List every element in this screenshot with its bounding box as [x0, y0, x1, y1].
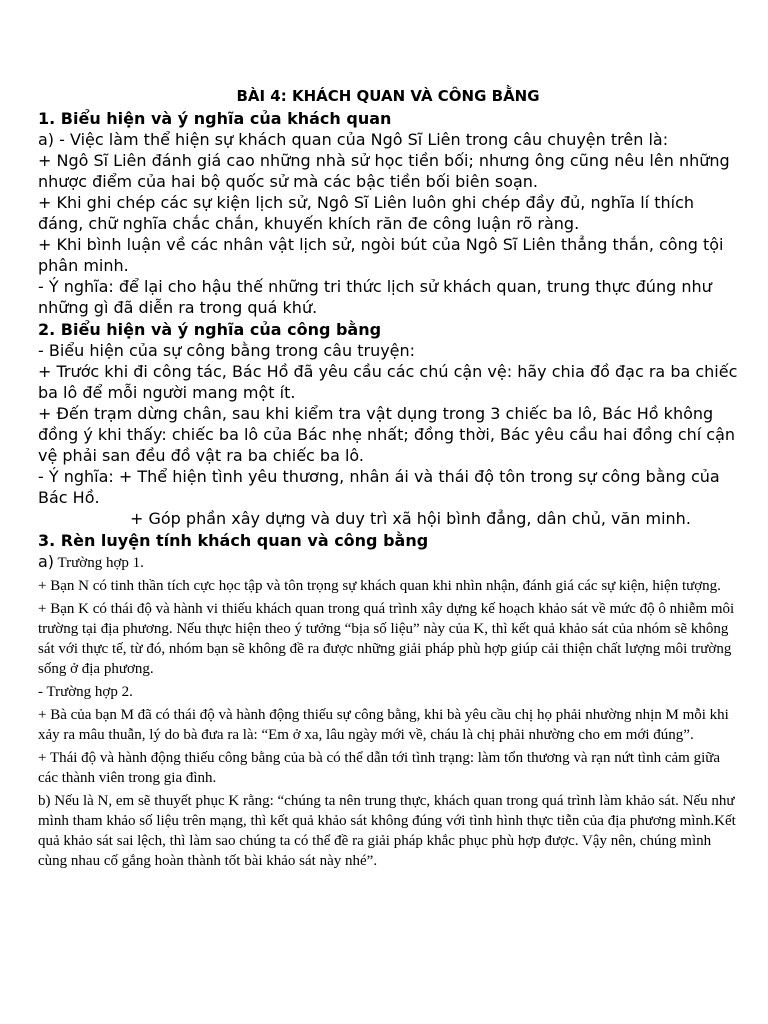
case-1-letter: a)	[38, 552, 55, 571]
section-1-point-2: + Khi ghi chép các sự kiện lịch sử, Ngô Sĩ Liên luôn ghi chép đầy đủ, nghĩa lí thích đáng, chữ nghĩa chắc chắn, khuyến khích răn đe công luận rõ ràng.	[38, 193, 694, 233]
case-1-point-1: + Bạn N có tinh thần tích cực học tập và tôn trọng sự khách quan khi nhìn nhận, đánh giá các sự kiện, hiện tượng.	[38, 578, 721, 594]
document-page	[38, 86, 738, 871]
section-1-point-3: + Khi bình luận về các nhân vật lịch sử, ngòi bút của Ngô Sĩ Liên thẳng thắn, công tội phân minh.	[38, 235, 724, 275]
section-2-meaning-2: + Góp phần xây dựng và duy trì xã hội bình đẳng, dân chủ, văn minh.	[130, 509, 691, 528]
section-2-point-1: + Trước khi đi công tác, Bác Hồ đã yêu cầu các chú cận vệ: hãy chia đồ đạc ra ba chiếc ba lô để mỗi người mang một ít.	[38, 362, 738, 402]
case-2-label: - Trường hợp 2.	[38, 684, 133, 700]
section-2-heading: 2. Biểu hiện và ý nghĩa của công bằng	[38, 320, 382, 339]
case-1-title: Trường hợp 1.	[54, 555, 144, 571]
case-2-point-1: + Bà của bạn M đã có thái độ và hành động thiếu sự công bằng, khi bà yêu cầu chị họ phải nhường nhịn M mỗi khi xảy ra mâu thuẫn, lý do bà đưa ra là: “Em ở xa, lâu ngày mới về, cháu là chị phải nhường cho em mới đúng”.	[38, 707, 729, 743]
section-2-meaning-1: - Ý nghĩa: + Thể hiện tình yêu thương, nhân ái và thái độ tôn trong sự công bằng của Bác Hồ.	[38, 467, 720, 507]
section-3-heading: 3. Rèn luyện tính khách quan và công bằng	[38, 531, 429, 550]
section-2-point-2: + Đến trạm dừng chân, sau khi kiểm tra vật dụng trong 3 chiếc ba lô, Bác Hồ không đồng ý khi thấy: chiếc ba lô của Bác nhẹ nhất; đồng thời, Bác yêu cầu hai đồng chí cận vệ phải san đều đồ vật ra ba chiếc ba lô.	[38, 404, 736, 465]
case-1-point-2: + Bạn K có thái độ và hành vi thiếu khách quan trong quá trình xây dựng kế hoạch khảo sát về mức độ ô nhiễm môi trường tại địa phương. Nếu thực hiện theo ý tưởng “bịa số liệu” này của K, thì kết quả khảo sát của nhóm sẽ không sát với thực tế, từ đó, nhóm bạn sẽ không đề ra được những giải pháp phù hợp giúp cải thiện chất lượng môi trường sống ở địa phương.	[38, 601, 735, 677]
page-title: BÀI 4: KHÁCH QUAN VÀ CÔNG BẰNG	[236, 87, 540, 105]
case-2-point-2: + Thái độ và hành động thiếu công bằng của bà có thể dẫn tới tình trạng: làm tổn thương và rạn nứt tình cảm giữa các thành viên trong gia đình.	[38, 750, 721, 786]
section-1-point-1: + Ngô Sĩ Liên đánh giá cao những nhà sử học tiền bối; nhưng ông cũng nêu lên những nhược điểm của hai bộ quốc sử mà các bậc tiền bối biên soạn.	[38, 151, 730, 191]
case-1-label	[38, 551, 738, 573]
section-1-meaning: - Ý nghĩa: để lại cho hậu thế những tri thức lịch sử khách quan, trung thực đúng như những gì đã diễn ra trong quá khứ.	[38, 277, 712, 317]
section-2-intro: - Biểu hiện của sự công bằng trong câu truyện:	[38, 341, 416, 360]
section-1-heading: 1. Biểu hiện và ý nghĩa của khách quan	[38, 109, 392, 128]
answer-b: b) Nếu là N, em sẽ thuyết phục K rằng: “chúng ta nên trung thực, khách quan trong quá trình làm khảo sát. Nếu như mình tham khảo số liệu trên mạng, thì kết quả khảo sát không đúng với tình hình thực tiễn của địa phương mình.Kết quả khảo sát sai lệch, thì làm sao chúng ta có thể đề ra giải pháp khắc phục phù hợp được. Vậy nên, chúng mình cùng nhau cố gắng hoàn thành tốt bài khảo sát này nhé”.	[38, 793, 736, 869]
section-1-intro: a) - Việc làm thể hiện sự khách quan của Ngô Sĩ Liên trong câu chuyện trên là:	[38, 130, 669, 149]
